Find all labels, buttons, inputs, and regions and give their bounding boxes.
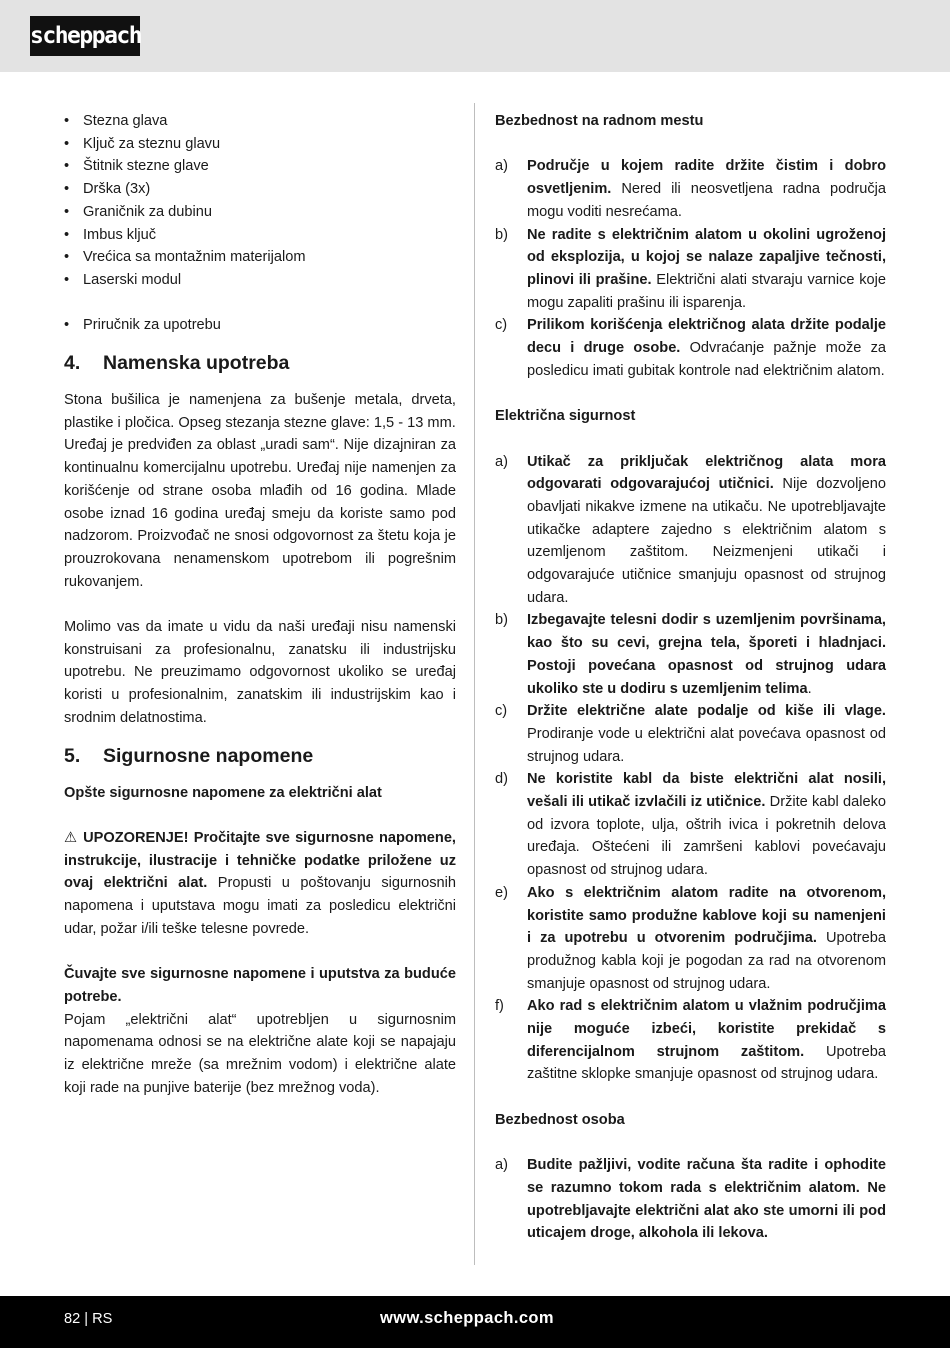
footer-bar [0,1296,950,1348]
work-area-safety-heading: Bezbednost na radnom mestu [495,113,704,129]
item-bold-text: Ne koristite kabl da biste električni alat nosili, vešali ili utikač izvlačili iz utičnice. [527,771,886,811]
item-text: Držite kabl daleko od izvora toplote, ulja, oštrih ivica i pokretnih delova uređaja. Oštećeni ili zamršeni kablovi povećavaju opasnost od strujnog udara. [527,794,886,879]
left-column [64,110,456,1099]
bullet-item: • Graničnik za dubinu [64,201,456,224]
header-bar [0,0,950,72]
item-label: b) [495,226,508,243]
item-bold-text: Izbegavajte telesni dodir s uzemljenim površinama, kao što su cevi, grejna tela, šporeti i hladnjaci. Postoji povećana opasnost od strujnog udara ukoliko ste u dodiru s uzemljenim telima [527,612,886,697]
item-text: Upotreba zaštitne sklopke smanjuje opasnost od strujnog udara. [527,1043,886,1083]
item-bold-text: Ako rad s električnim alatom u vlažnim područjima nije moguće izbeći, koristite prekidač s diferencijalnom strujnom zaštitom. [527,998,886,1060]
section-4-heading [64,348,456,378]
item-text: Električni alati stvaraju varnice koje mogu zapaliti prašinu ili isparenja. [527,271,886,311]
item-label: d) [495,771,508,788]
item-label: e) [495,884,508,901]
item-label: f) [495,998,504,1015]
item-text: Nered ili neosvetljena radna područja mogu voditi nesrećama. [527,181,886,220]
item-text: . [807,680,812,697]
safety-item [495,155,886,223]
bullet-item: • Štitnik stezne glave [64,155,456,178]
personal-safety-heading: Bezbednost osoba [495,1111,625,1128]
right-column [495,110,886,1245]
item-text: Upotreba produžnog kabla koji je pogodan za rad na otvorenom smanjuje opasnost od strujnog udara. [527,930,887,992]
website-url: www.scheppach.com [380,1309,554,1327]
safety-item [495,882,886,996]
power-tool-definition: Pojam „električni alat“ upotrebljen u sigurnosnim napomenama odnosi se na električne alate koji se napajaju iz električne mreže (sa mrežnim vodom) i električne alate koji rade na punjive baterije (bez mrežnog voda). [64,1011,456,1096]
item-text: Nije dozvoljeno obavljati nikakve izmene na utikaču. Ne upotrebljavajte utikačke adaptere zajedno s električnim alatom s uzemljenom zaštitom. Neizmenjeni utikači i odgovarajuće utičnice smanjuju opasnost od strujnog udara. [527,476,886,606]
item-bold-text: Ne radite s električnim alatom u okolini ugroženoj od eksplozija, u kojoj se nalaze zapaljive tečnosti, plinovi ili prašine. [527,226,886,288]
section-5-number: 5. [64,744,81,767]
personal-safety-list [495,1154,886,1245]
intended-use-paragraph-3: Molimo vas da imate u vidu da naši uređaji nisu namenski konstruisani za profesionalnu, zanatsku ili industrijsku upotrebu. Ne preuzimamo odgovornost ukoliko se uređaj koristi u profesionalnim, zanatskim ili industrijskim kao i srodnim delatnostima. [64,619,456,726]
item-bold-text: Prilikom korišćenja električnog alata držite podalje decu i druge osobe. [527,317,886,357]
bullet-item: • Vrećica sa montažnim materijalom [64,246,456,269]
item-label: a) [495,158,508,175]
bullet-item: • Stezna glava [64,110,456,133]
item-bold-text: Područje u kojem radite držite čistim i dobro osvetljenim. [527,158,886,198]
bullet-item: • Priručnik za upotrebu [64,314,456,337]
safety-item [495,314,886,382]
item-label: a) [495,453,508,470]
warning-bold-text: UPOZORENJE! Pročitajte sve sigurnosne napomene, instrukcije, ilustracije i tehničke podatke priložene uz ovaj električni alat. [64,829,456,892]
section-4-title: Namenska upotreba [103,352,290,375]
section-5-heading [64,741,456,771]
bullet-item: • Ključ za steznu glavu [64,133,456,156]
keep-instructions-heading: Čuvajte sve sigurnosne napomene i uputstva za buduće potrebe. [64,966,456,1005]
item-bold-text: Držite električne alate podalje od kiše ili vlage. [527,703,886,720]
scheppach-logo: scheppach [30,16,140,56]
item-label: a) [495,1157,508,1174]
manual-list [64,314,456,337]
page-number: 82 | RS [64,1311,113,1327]
safety-item [495,700,886,768]
bullet-item: • Laserski modul [64,269,456,292]
warning-triangle-icon: ⚠ [64,829,78,846]
bullet-item: • Imbus ključ [64,224,456,247]
parts-list [64,110,456,292]
item-label: c) [495,703,508,720]
item-bold-text: Utikač za priključak električnog alata mora odgovarati odgovarajućoj utičnici. [527,453,886,493]
safety-item [495,224,886,315]
warning-paragraph [64,827,456,941]
item-text: Odvraćanje pažnje može za posledicu imati gubitak kontrole nad električnim alatom. [527,340,886,379]
item-bold-text: Ako s električnim alatom radite na otvorenom, koristite samo produžne kablove koji su namenjeni i za upotrebu u otvorenim područjima. [527,884,886,947]
safety-item [495,609,886,700]
section-4-number: 4. [64,352,81,375]
item-bold-text: Budite pažljivi, vodite računa šta radite i ophodite se razumno tokom rada s električnim alatom. Ne upotrebljavajte električni alat ako ste umorni ili pod uticajem droge, alkohola ili lekova. [527,1157,886,1242]
warning-text: Propusti u poštovanju sigurnosnih napomena i uputstava mogu imati za posledicu električni udar, požar i/ili teške telesne povrede. [64,875,456,937]
electrical-safety-heading: Električna sigurnost [495,408,636,425]
intended-use-paragraph-1: Stona bušilica je namenjena za bušenje metala, drveta, plastike i pločica. Opseg stezanja stezne glave: 1,5 - 13 mm. [64,392,456,431]
section-5-title: Sigurnosne napomene [103,744,314,767]
work-area-safety-list [495,155,886,382]
safety-item [495,1154,886,1245]
column-divider [474,103,475,1265]
item-label: b) [495,612,508,629]
item-text: Prodiranje vode u električni alat povećava opasnost od strujnog udara. [527,725,886,765]
general-safety-subheading: Opšte sigurnosne napomene za električni alat [64,784,382,801]
item-label: c) [495,317,508,334]
safety-item [495,768,886,882]
electrical-safety-list [495,451,886,1087]
safety-item [495,995,886,1086]
intended-use-paragraph-2: Uređaj je predviđen za oblast „uradi sam“. Nije dizajniran za kontinualnu komercijalnu upotrebu. Uređaj nije namenjen za korišćenje od strane osoba mlađih od 16 godina. Mlade osobe iznad 16 godina uređaj smeju da koriste samo pod nadzorom. Proizvođač ne snosi odgovornost za štetu koja je prouzrokovana nenamenskom upotrebom ili pogrešnim rukovanjem. [64,437,456,590]
safety-item [495,451,886,610]
bullet-item: • Drška (3x) [64,178,456,201]
